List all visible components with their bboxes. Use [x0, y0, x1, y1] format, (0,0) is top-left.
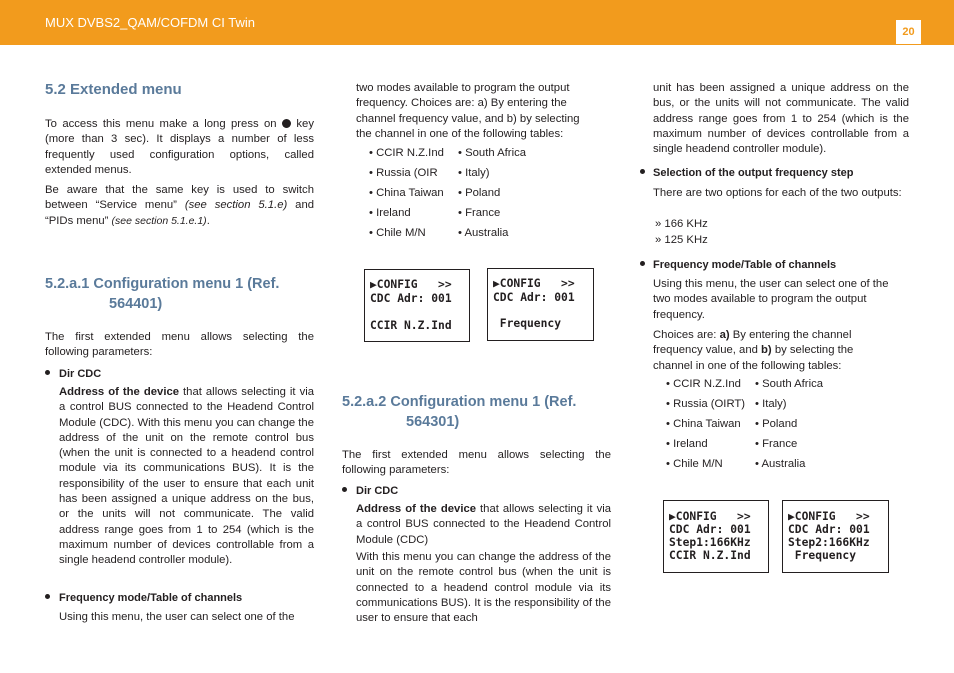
item-title-dir-cdc: Dir CDC — [59, 368, 102, 380]
lcd-display-4: ▶CONFIG >> CDC Adr: 001 Step2:166KHz Frequency — [782, 500, 889, 573]
bullet-key-icon — [282, 119, 291, 128]
step-option-166: » 166 KHz — [655, 218, 708, 230]
item-text-dir-cdc-2: Address of the device that allows selecting it via a control BUS connected to the Headend Control Module (CDC) — [356, 503, 612, 546]
subsection-title-2: 5.2.a.2 Configuration menu 1 (Ref. 564301) — [342, 394, 577, 430]
lcd-display-2: ▶CONFIG >> CDC Adr: 001 Frequency — [487, 268, 594, 341]
continued-text-col3: unit has been assigned a unique address on the bus, or the units will not communicate. The valid address range goes from 1 to 254 (which is the maximum number of devices controllable from a single headend controller module). — [653, 82, 909, 156]
bullet-icon — [45, 594, 50, 599]
item-text-dir-cdc: Address of the device that allows selecting it via a control BUS connected to the Headend Control Module (CDC). With this menu you can change the address of the unit on the remote control bus (when the unit is connected to a headend control module via its communications BUS). It is the responsibility of the user to ensure that each unit has been assigned a unique address on the bus, or the units will not communicate. The valid address range goes from 1 to 254 (which is the maximum number of devices controllable from a single headend controller module). — [59, 386, 315, 567]
step-option-125: » 125 KHz — [655, 234, 708, 246]
lcd-display-1: ▶CONFIG >> CDC Adr: 001 CCIR N.Z.Ind — [364, 269, 470, 342]
lcd-display-3: ▶CONFIG >> CDC Adr: 001 Step1:166KHz CCIR N.Z.Ind — [663, 500, 769, 573]
section-title: 5.2 Extended menu — [45, 81, 182, 98]
choices-text: Choices are: a) By entering the channel frequency value, and b) by selecting the channel in one of the following tables: — [653, 329, 854, 372]
subsection-title-1: 5.2.a.1 Configuration menu 1 (Ref. 564401) — [45, 276, 280, 312]
document-title: MUX DVBS2_QAM/COFDM CI Twin — [45, 15, 255, 30]
continued-text-col2: two modes available to program the output frequency. Choices are: a) By entering the channel frequency value, and b) by selecting the channel in one of the following tables: — [356, 82, 580, 140]
intro-paragraph-2: Be aware that the same key is used to switch between “Service menu” (see section 5.1.e) and “PIDs menu” (see section 5.1.e.1). — [45, 184, 315, 227]
header-bar — [0, 0, 954, 45]
item-title-step: Selection of the output frequency step — [653, 167, 854, 179]
item-title-dir-cdc-2: Dir CDC — [356, 485, 399, 497]
bullet-icon — [342, 487, 347, 492]
page-number: 20 — [896, 20, 921, 44]
intro-paragraph-1: To access this menu make a long press on key (more than 3 sec). It displays a number of less frequently used configuration options, called extended menus. — [45, 118, 314, 176]
params-intro-2: The first extended menu allows selecting the following parameters: — [342, 449, 611, 477]
params-intro-1: The first extended menu allows selecting the following parameters: — [45, 331, 314, 359]
bullet-icon — [640, 261, 645, 266]
bullet-icon — [640, 169, 645, 174]
item-title-frequency-mode-2: Frequency mode/Table of channels — [653, 259, 837, 271]
item-text-step: There are two options for each of the two outputs: — [653, 187, 902, 199]
item-text-frequency-mode-2: Using this menu, the user can select one of the two modes available to program the output frequency. — [653, 278, 889, 321]
item-text-dir-cdc-2b: With this menu you can change the address of the unit on the remote control bus (when the unit is connected to a headend control module via its communications BUS). It is the responsibility of the user to ensure that each — [356, 551, 611, 625]
bullet-icon — [45, 370, 50, 375]
item-text-frequency-mode: Using this menu, the user can select one of the — [59, 611, 295, 623]
item-title-frequency-mode: Frequency mode/Table of channels — [59, 592, 243, 604]
